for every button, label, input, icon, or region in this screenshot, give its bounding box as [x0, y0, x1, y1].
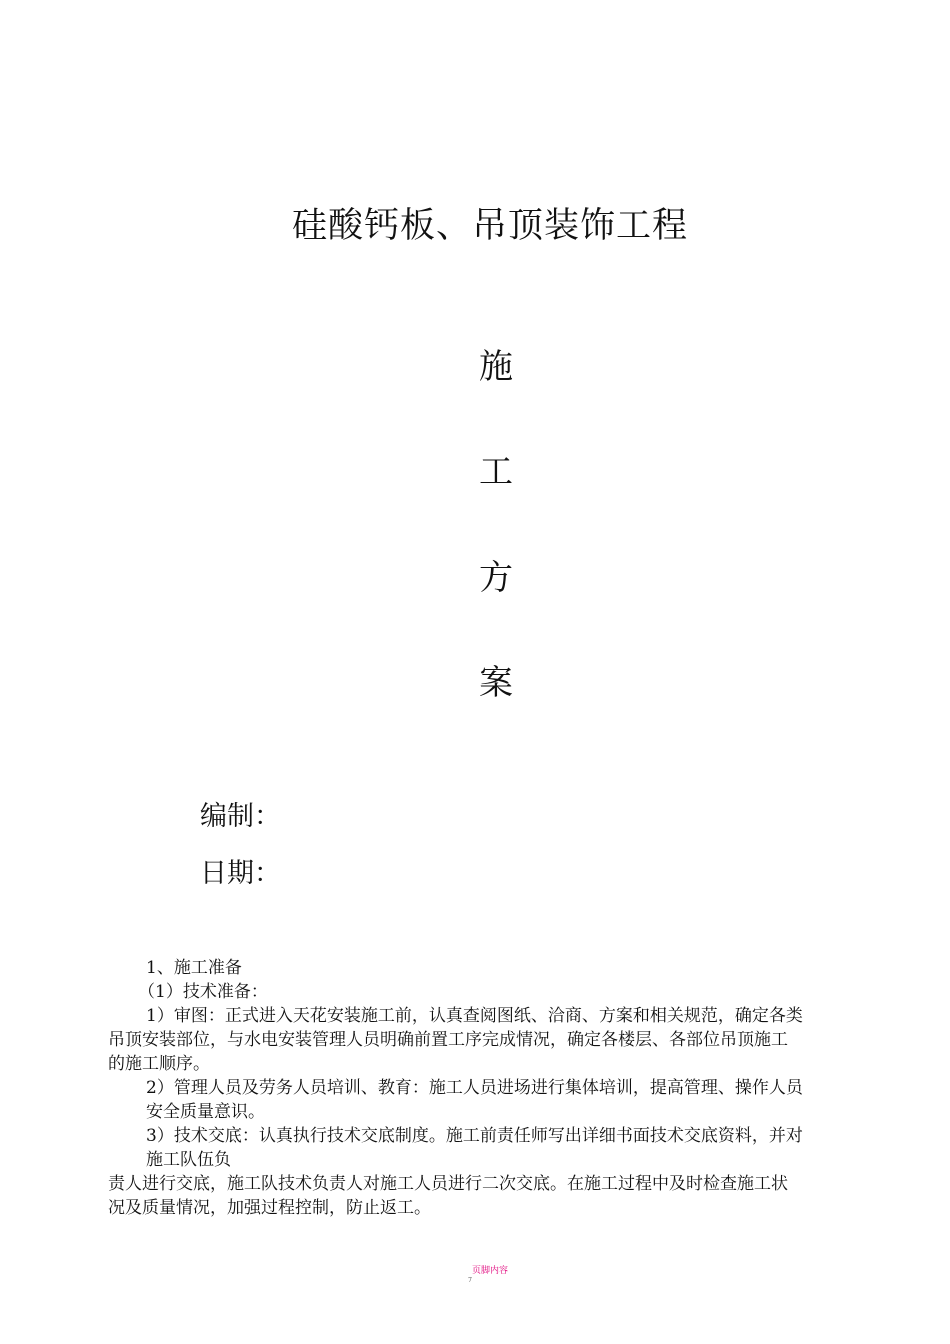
date-label: 日期： — [200, 858, 281, 889]
paragraph-review-line-1: 1）审图：正式进入天花安装施工前，认真查阅图纸、洽商、方案和相关规范，确定各类 — [146, 1006, 803, 1026]
paragraph-briefing-line-1: 3）技术交底：认真执行技术交底制度。施工前责任师写出详细书面技术交底资料，并对 — [146, 1126, 803, 1146]
vertical-title-char-1: 施 — [479, 347, 513, 387]
vertical-title-char-4: 案 — [479, 663, 513, 703]
section-heading: 1、施工准备 — [146, 958, 242, 978]
compiler-label: 编制： — [200, 801, 281, 832]
paragraph-briefing-line-4: 况及质量情况，加强过程控制，防止返工。 — [108, 1198, 431, 1218]
paragraph-briefing-line-3: 责人进行交底，施工队技术负责人对施工人员进行二次交底。在施工过程中及时检查施工状 — [108, 1174, 788, 1194]
construction-preparation-section — [108, 956, 888, 1216]
paragraph-briefing-line-2: 施工队伍负 — [146, 1150, 231, 1170]
sub-heading: （1）技术准备： — [138, 982, 268, 1002]
footer-label: 页脚内容 — [471, 1266, 508, 1276]
paragraph-training-line-2: 安全质量意识。 — [146, 1102, 265, 1122]
page-number: 7 — [468, 1277, 472, 1284]
paragraph-review-line-3: 的施工顺序。 — [108, 1054, 210, 1074]
document-title: 硅酸钙板、吊顶装饰工程 — [291, 206, 688, 246]
vertical-title-char-2: 工 — [479, 452, 513, 492]
vertical-title-char-3: 方 — [479, 558, 513, 598]
paragraph-review-line-2: 吊顶安装部位，与水电安装管理人员明确前置工序完成情况，确定各楼层、各部位吊顶施工 — [108, 1030, 788, 1050]
paragraph-training-line-1: 2）管理人员及劳务人员培训、教育：施工人员进场进行集体培训，提高管理、操作人员 — [146, 1078, 803, 1098]
